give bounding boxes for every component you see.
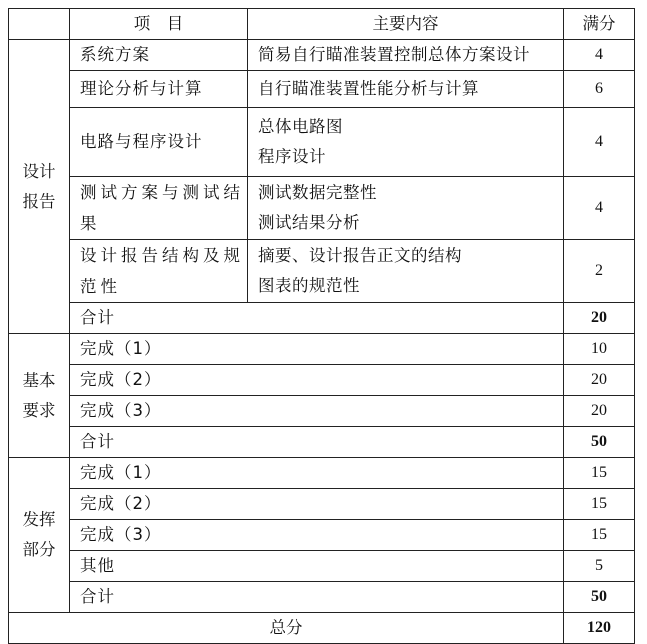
section-label-line: 设计 [22, 161, 56, 181]
score-cell: 6 [564, 71, 635, 108]
section-label-basic-requirements [9, 334, 70, 458]
content-line: 程序设计 [258, 147, 326, 166]
table-row [9, 396, 635, 427]
header-blank [9, 9, 70, 40]
content-cell [248, 240, 564, 303]
score-cell: 15 [564, 520, 635, 551]
content-cell [248, 40, 564, 71]
content-line: 测试结果分析 [258, 213, 360, 232]
section-label-extended-part [9, 458, 70, 613]
score-cell: 15 [564, 489, 635, 520]
header-content: 主要内容 [248, 9, 564, 40]
score-cell: 20 [564, 365, 635, 396]
section-label-line: 基本 [22, 370, 56, 390]
item-cell: 完成（3） [70, 396, 564, 427]
grand-total-row [9, 613, 635, 644]
score-cell: 2 [564, 240, 635, 303]
section-label-line: 发挥 [22, 510, 56, 529]
item-cell: 电路与程序设计 [70, 108, 248, 177]
content-line: 摘要、设计报告正文的结构 [258, 246, 462, 265]
subtotal-score: 20 [564, 303, 635, 334]
item-cell: 完成（2） [70, 365, 564, 396]
item-line: 果 [80, 214, 101, 233]
table-row [9, 520, 635, 551]
item-cell [70, 177, 248, 240]
table-row [9, 458, 635, 489]
item-cell: 完成（2） [70, 489, 564, 520]
subtotal-label: 合计 [70, 303, 564, 334]
subtotal-label: 合计 [70, 427, 564, 458]
content-cell [248, 71, 564, 108]
item-line: 测试方案与测试结 [80, 183, 244, 202]
table-row [9, 551, 635, 582]
section-label-line: 报告 [22, 191, 56, 211]
table-row [9, 334, 635, 365]
section-label-line: 要求 [22, 400, 56, 420]
table-row [9, 40, 635, 71]
item-line: 设计报告结构及规 [80, 246, 244, 265]
score-cell: 15 [564, 458, 635, 489]
table-row [9, 177, 635, 240]
content-cell [248, 108, 564, 177]
item-cell: 完成（1） [70, 334, 564, 365]
item-cell [70, 240, 248, 303]
score-cell: 5 [564, 551, 635, 582]
table-row [9, 108, 635, 177]
subtotal-score: 50 [564, 427, 635, 458]
header-row [9, 9, 635, 40]
item-cell: 完成（1） [70, 458, 564, 489]
section-label-line: 部分 [22, 540, 56, 559]
table-row [9, 365, 635, 396]
score-cell: 4 [564, 177, 635, 240]
section-label-design-report [9, 40, 70, 334]
score-cell: 4 [564, 40, 635, 71]
table-row [9, 71, 635, 108]
item-cell: 其他 [70, 551, 564, 582]
subtotal-row [9, 303, 635, 334]
score-cell: 10 [564, 334, 635, 365]
subtotal-score: 50 [564, 582, 635, 613]
content-line: 图表的规范性 [258, 276, 360, 295]
content-line: 总体电路图 [258, 117, 343, 136]
score-cell: 20 [564, 396, 635, 427]
item-cell: 完成（3） [70, 520, 564, 551]
subtotal-label: 合计 [70, 582, 564, 613]
content-cell [248, 177, 564, 240]
item-line: 范性 [80, 277, 121, 296]
item-cell: 系统方案 [70, 40, 248, 71]
content-line: 简易自行瞄准装置控制总体方案设计 [258, 45, 530, 64]
header-item: 项 目 [70, 9, 248, 40]
grand-total-label: 总分 [9, 613, 564, 644]
table-row [9, 240, 635, 303]
subtotal-row [9, 582, 635, 613]
table-row [9, 489, 635, 520]
header-score: 满分 [564, 9, 635, 40]
content-line: 测试数据完整性 [258, 183, 377, 202]
item-cell: 理论分析与计算 [70, 71, 248, 108]
content-line: 自行瞄准装置性能分析与计算 [258, 79, 479, 98]
score-cell: 4 [564, 108, 635, 177]
scoring-table [8, 8, 635, 644]
subtotal-row [9, 427, 635, 458]
grand-total-score: 120 [564, 613, 635, 644]
